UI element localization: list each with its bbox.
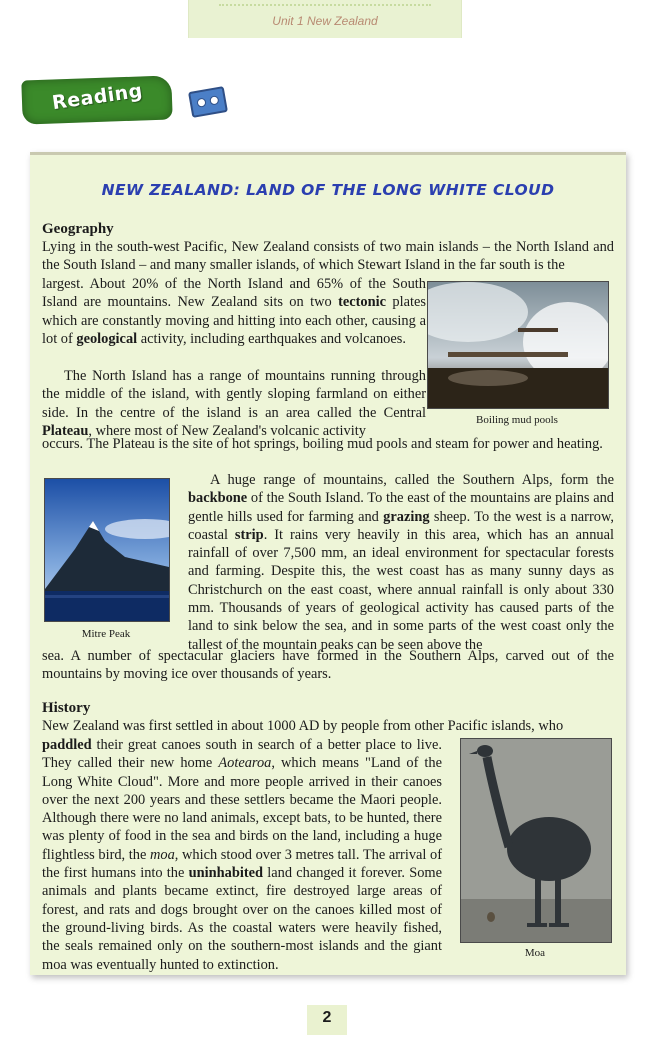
vocab-backbone: backbone xyxy=(188,490,248,507)
unit-header xyxy=(188,0,462,38)
vocab-geological: geological xyxy=(76,330,138,347)
unit-title: Unit 1 New Zealand xyxy=(272,14,378,28)
vocab-strip: strip xyxy=(234,526,264,543)
vocab-paddled: paddled xyxy=(42,737,92,753)
article-title: NEW ZEALAND: LAND OF THE LONG WHITE CLOUD xyxy=(101,181,555,199)
vocab-plateau: Plateau xyxy=(42,422,89,439)
vocab-grazing: grazing xyxy=(383,508,430,525)
geography-paragraph-2-wide: occurs. The Plateau is the site of hot springs, boiling mud pools and steam for power and heating. xyxy=(42,436,603,452)
page-number: 2 xyxy=(307,1005,347,1035)
mud-pools-photo xyxy=(427,281,609,409)
geography-heading: Geography xyxy=(42,221,114,237)
history-heading: History xyxy=(42,700,91,716)
header-decoration xyxy=(219,4,431,10)
section-tag-reading xyxy=(21,75,172,124)
mitre-peak-photo xyxy=(44,478,170,622)
geography-paragraph-3-wide: sea. A number of spectacular glaciers have formed in the Southern Alps, carved out of the mountains by moving ice over thousands of years. xyxy=(42,648,614,683)
vocab-tectonic: tectonic xyxy=(338,294,387,311)
cassette-tape-icon xyxy=(188,86,228,118)
geography-paragraph-2: The North Island has a range of mountains running through the middle of the island, with gently sloping farmland on either side. In the centre of the island is an area called the Central Plateau, where most of New Zealand's volcanic activity xyxy=(42,368,426,439)
article-panel xyxy=(30,152,626,975)
section-tag-label: Reading xyxy=(50,79,145,115)
moa-photo xyxy=(460,738,612,943)
vocab-uninhabited: uninhabited xyxy=(188,865,264,882)
geography-paragraph-1-wide: Lying in the south-west Pacific, New Zealand consists of two main islands – the North Island and the South Island – and many smaller islands, of which Stewart Island in the far south is the xyxy=(42,239,614,274)
mud-pools-caption: Boiling mud pools xyxy=(476,414,558,426)
geography-paragraph-3: A huge range of mountains, called the Southern Alps, form the backbone of the South Island. To the east of the mountains are plains and gentle hills used for farming and grazing sheep. To the west is a narrow, coastal strip. It rains very heavily in this area, which has an annual rainfall of over 7,500 mm, an ideal environment for spectacular forests and farming. Despite this, the west coast has as many sunny days as Christchurch on the east coast, where annual rainfall is only about 330 mm. Thousands of years of geological activity has caused parts of the land to sink below the sea, and in some parts of the west coast only the tallest of the mountain peaks can be seen above the xyxy=(188,472,615,653)
history-paragraph: paddled their great canoes south in search of a better place to live. They called their new home Aotearoa, which means "Land of the Long White Cloud". More and more people arrived in their canoes over the next 200 years and these settlers became the Maori people. Although there were no land animals, except bats, to be hunted, there was plenty of food in the sea and birds on the land, including a huge flightless bird, the moa, which stood over 3 metres tall. The arrival of the first humans into the uninhabited land changed it forever. Some animals and plants became extinct, fire destroyed large areas of forest, and rats and dogs brought over on the canoes killed most of the ground-living birds. As the coastal waters were heavily fished, the seals remained only on the southern-most islands and the giant moa was eventually hunted to extinction. xyxy=(42,737,442,973)
moa-caption: Moa xyxy=(524,947,546,959)
name-moa: moa xyxy=(149,846,175,863)
mitre-peak-caption: Mitre Peak xyxy=(81,628,131,640)
history-paragraph-wide: New Zealand was first settled in about 1000 AD by people from other Pacific islands, who xyxy=(42,718,564,734)
geography-paragraph-1: largest. About 20% of the North Island and 65% of the South Island are mountains. New Zealand sits on two tectonic plates which are constantly moving and hitting into each other, causing a lot of geological activity, including earthquakes and volcanoes. xyxy=(42,276,426,347)
name-aotearoa: Aotearoa xyxy=(218,755,272,772)
